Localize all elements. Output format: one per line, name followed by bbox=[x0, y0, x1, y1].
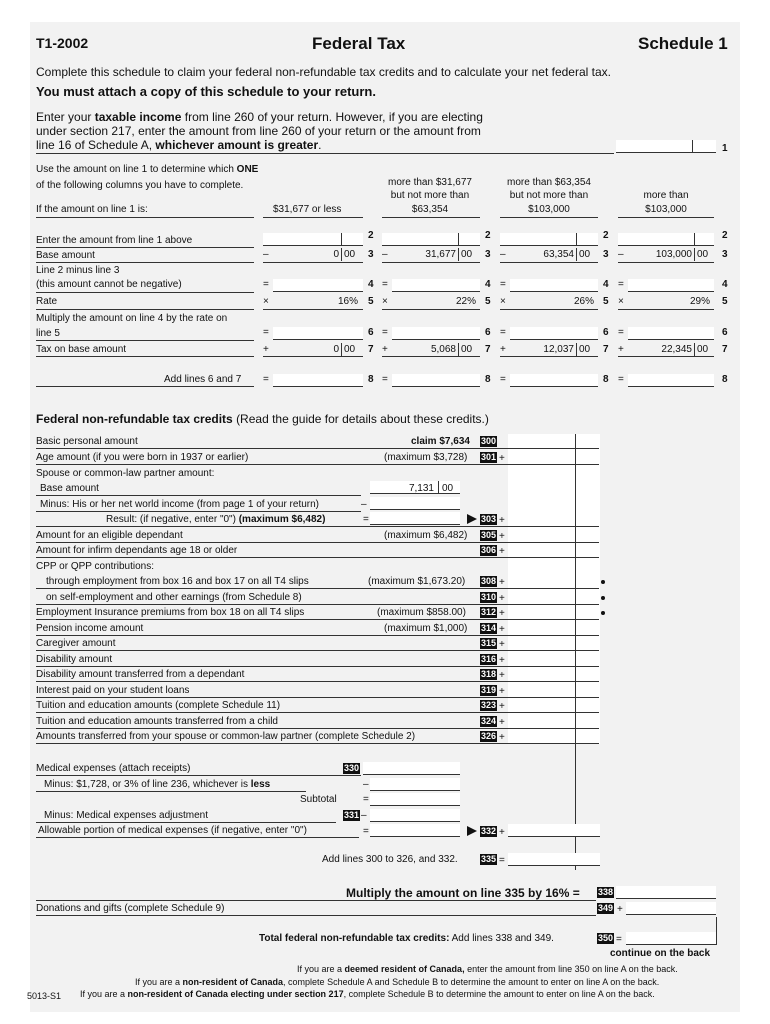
plus-sign: + bbox=[499, 655, 505, 666]
infirm-dependants-label: Amount for infirm dependants age 18 or older bbox=[36, 545, 238, 556]
allowable-medical-field[interactable] bbox=[370, 824, 460, 837]
col2-equals: = bbox=[382, 327, 388, 338]
cents-divider bbox=[341, 343, 342, 356]
divider bbox=[36, 712, 599, 713]
col1-line2-field[interactable] bbox=[263, 233, 363, 246]
col4-line2-field[interactable] bbox=[618, 233, 714, 246]
divider bbox=[263, 309, 363, 310]
col2-tax-base: 5,068 bbox=[430, 344, 456, 355]
divider bbox=[36, 557, 599, 558]
divider bbox=[382, 262, 480, 263]
plus-sign: + bbox=[499, 608, 505, 619]
plus-sign: + bbox=[617, 904, 623, 915]
col4-tax-base-cents: 00 bbox=[697, 344, 709, 355]
spouse-result-field[interactable] bbox=[370, 512, 460, 525]
col4-tax-base: 22,345 bbox=[661, 344, 692, 355]
col4-equals: = bbox=[618, 279, 624, 290]
cents-divider bbox=[694, 233, 695, 246]
divider bbox=[618, 356, 714, 357]
code-331: 331 bbox=[344, 810, 360, 820]
plus-sign: + bbox=[499, 670, 505, 681]
eligible-dependant-max: (maximum $6,482) bbox=[384, 530, 468, 541]
col2-plus: + bbox=[382, 344, 388, 355]
equals-sign: = bbox=[499, 855, 505, 866]
if-amount-label: If the amount on line 1 is: bbox=[36, 204, 148, 215]
col4-line-no-7: 7 bbox=[722, 344, 728, 355]
col2-rate: 22% bbox=[455, 296, 476, 307]
taxable-line-1: Enter your taxable income from line 260 of your return. However, if you are electing bbox=[36, 110, 483, 124]
bullet-icon bbox=[601, 596, 605, 600]
donations-label: Donations and gifts (complete Schedule 9) bbox=[36, 903, 225, 914]
divider bbox=[36, 775, 361, 776]
col3-line-no-5: 5 bbox=[603, 296, 609, 307]
spouse-base-label: Base amount bbox=[40, 483, 99, 494]
divider bbox=[36, 262, 254, 263]
divider bbox=[500, 309, 598, 310]
col1-equals: = bbox=[263, 374, 269, 385]
divider bbox=[618, 217, 714, 218]
bullet-icon bbox=[601, 611, 605, 615]
line-350-field[interactable] bbox=[626, 932, 716, 945]
taxable-line-2: under section 217, enter the amount from line 260 of your return or the amount from bbox=[36, 124, 481, 138]
code-323: 323 bbox=[481, 700, 497, 710]
col2-base-amount: 31,677 bbox=[425, 249, 456, 260]
col1-tax-base: 0 bbox=[333, 344, 339, 355]
col2-line-no-7: 7 bbox=[485, 344, 491, 355]
divider bbox=[36, 340, 254, 341]
tuition-label: Tuition and education amounts (complete Schedule 11) bbox=[36, 700, 281, 711]
code-349: 349 bbox=[598, 903, 614, 913]
minus-sign: – bbox=[361, 810, 367, 821]
col4-minus-sign: – bbox=[618, 249, 624, 260]
divider bbox=[36, 681, 599, 682]
minus-sign: – bbox=[361, 499, 367, 510]
col2-line-no-8: 8 bbox=[485, 374, 491, 385]
disability-dependant-label: Disability amount transferred from a dependant bbox=[36, 669, 245, 680]
plus-sign: + bbox=[499, 593, 505, 604]
divider bbox=[36, 464, 599, 465]
column-1-header: $31,677 or less bbox=[273, 204, 342, 215]
col1-line-no-2: 2 bbox=[368, 230, 374, 241]
divider bbox=[36, 666, 599, 667]
medical-threshold-field[interactable] bbox=[370, 778, 460, 791]
divider bbox=[36, 526, 599, 527]
plus-sign: + bbox=[499, 686, 505, 697]
col1-times: × bbox=[263, 296, 269, 307]
col2-line8-field[interactable] bbox=[392, 374, 480, 387]
col4-times: × bbox=[618, 296, 624, 307]
box-divider bbox=[716, 917, 717, 945]
col1-minus-sign: – bbox=[263, 249, 269, 260]
interest-label: Interest paid on your student loans bbox=[36, 685, 190, 696]
col2-line4-field[interactable] bbox=[392, 279, 480, 292]
divider bbox=[36, 822, 336, 823]
col3-base-amount: 63,354 bbox=[543, 249, 574, 260]
col2-equals: = bbox=[382, 374, 388, 385]
line2-minus-label: Line 2 minus line 3 bbox=[36, 265, 120, 276]
line-338-field[interactable] bbox=[616, 886, 716, 899]
col1-line-no-7: 7 bbox=[368, 344, 374, 355]
page-title: Federal Tax bbox=[312, 34, 406, 53]
schedule-page bbox=[30, 22, 740, 1012]
col3-line4-field[interactable] bbox=[510, 279, 598, 292]
attach-notice: You must attach a copy of this schedule to your return. bbox=[36, 84, 376, 99]
code-335: 335 bbox=[481, 854, 497, 864]
col2-line-no-2: 2 bbox=[485, 230, 491, 241]
col1-line6-field[interactable] bbox=[273, 327, 363, 340]
cpp-self-label: on self-employment and other earnings (from Schedule 8) bbox=[46, 592, 302, 603]
divider bbox=[36, 915, 596, 916]
col3-rate: 26% bbox=[573, 296, 594, 307]
plus-sign: + bbox=[499, 577, 505, 588]
divider bbox=[36, 247, 254, 248]
age-max: (maximum $3,728) bbox=[384, 452, 468, 463]
column-2-header-2: but not more than bbox=[390, 190, 470, 201]
col2-minus-sign: – bbox=[382, 249, 388, 260]
add-lines-6-7-label: Add lines 6 and 7 bbox=[164, 374, 242, 385]
cents-divider bbox=[341, 233, 342, 246]
divider bbox=[36, 697, 599, 698]
divider bbox=[36, 386, 254, 387]
column-4-header-1: more than bbox=[643, 190, 689, 201]
col3-times: × bbox=[500, 296, 506, 307]
pension-max: (maximum $1,000) bbox=[384, 623, 468, 634]
divider bbox=[36, 217, 254, 218]
age-amount-label: Age amount (if you were born in 1937 or earlier) bbox=[36, 452, 249, 463]
divider bbox=[500, 356, 598, 357]
plus-sign: + bbox=[499, 515, 505, 526]
column-4-header-2: $103,000 bbox=[645, 204, 687, 215]
ei-label: Employment Insurance premiums from box 18 on all T4 slips bbox=[36, 607, 305, 618]
cents-divider bbox=[694, 248, 695, 261]
col4-line4-field[interactable] bbox=[628, 279, 714, 292]
plus-sign: + bbox=[499, 453, 505, 464]
rate-label: Rate bbox=[36, 296, 58, 307]
use-amount-text-2: of the following columns you have to complete. bbox=[36, 180, 244, 191]
use-amount-text: Use the amount on line 1 to determine which ONE bbox=[36, 164, 259, 175]
code-338: 338 bbox=[598, 887, 614, 897]
code-314: 314 bbox=[481, 623, 497, 633]
code-308: 308 bbox=[481, 576, 497, 586]
divider bbox=[36, 635, 599, 636]
col2-line-no-3: 3 bbox=[485, 249, 491, 260]
col1-plus: + bbox=[263, 344, 269, 355]
divider bbox=[500, 217, 598, 218]
divider bbox=[36, 448, 599, 449]
cents-divider bbox=[694, 343, 695, 356]
continue-on-back: continue on the back bbox=[610, 948, 711, 959]
col1-line-no-3: 3 bbox=[368, 249, 374, 260]
divider bbox=[382, 217, 480, 218]
plus-sign: + bbox=[499, 732, 505, 743]
col4-line-no-6: 6 bbox=[722, 327, 728, 338]
code-305: 305 bbox=[481, 530, 497, 540]
divider bbox=[36, 153, 614, 154]
cpp-t4-max: (maximum $1,673.20) bbox=[368, 576, 466, 587]
cpp-label: CPP or QPP contributions: bbox=[36, 561, 155, 572]
col4-line-no-4: 4 bbox=[722, 279, 728, 290]
taxable-line-3: line 16 of Schedule A, whichever amount is greater. bbox=[36, 138, 322, 152]
medical-adjustment-field[interactable] bbox=[370, 809, 460, 822]
col4-base-amount: 103,000 bbox=[655, 249, 692, 260]
col1-line8-field[interactable] bbox=[273, 374, 363, 387]
cents-divider bbox=[458, 248, 459, 261]
code-301: 301 bbox=[481, 452, 497, 462]
tuition-child-label: Tuition and education amounts transferred from a child bbox=[36, 716, 278, 727]
divider bbox=[36, 728, 599, 729]
code-326: 326 bbox=[481, 731, 497, 741]
col3-minus-sign: – bbox=[500, 249, 506, 260]
cents-divider bbox=[576, 233, 577, 246]
col2-tax-base-cents: 00 bbox=[461, 344, 473, 355]
divider bbox=[618, 262, 714, 263]
cents-divider bbox=[576, 248, 577, 261]
equals-sign: = bbox=[363, 514, 369, 525]
col1-line-no-5: 5 bbox=[368, 296, 374, 307]
add-lines-label: Add lines 300 to 326, and 332. bbox=[322, 854, 458, 865]
enter-amount-label: Enter the amount from line 1 above bbox=[36, 235, 193, 246]
multiply-label-2: line 5 bbox=[36, 328, 60, 339]
col2-base-cents: 00 bbox=[461, 249, 473, 260]
cents-divider bbox=[438, 481, 439, 494]
code-316: 316 bbox=[481, 654, 497, 664]
allowable-medical-label: Allowable portion of medical expenses (if negative, enter "0") bbox=[38, 825, 307, 836]
cents-divider bbox=[458, 343, 459, 356]
divider bbox=[36, 495, 361, 496]
form-id: T1-2002 bbox=[36, 35, 89, 51]
cents-divider bbox=[576, 343, 577, 356]
schedule-number: Schedule 1 bbox=[638, 34, 728, 53]
col1-line4-field[interactable] bbox=[273, 279, 363, 292]
col3-base-cents: 00 bbox=[579, 249, 591, 260]
spouse-base-cents: 00 bbox=[442, 483, 454, 494]
col1-base-amount: 0 bbox=[333, 249, 339, 260]
col4-line-no-5: 5 bbox=[722, 296, 728, 307]
divider bbox=[500, 262, 598, 263]
caregiver-label: Caregiver amount bbox=[36, 638, 116, 649]
transferred-label: Amounts transferred from your spouse or common-law partner (complete Schedule 2) bbox=[36, 731, 416, 742]
code-324: 324 bbox=[481, 716, 497, 726]
col1-base-cents: 00 bbox=[344, 249, 356, 260]
tax-on-base-label: Tax on base amount bbox=[36, 344, 127, 355]
col3-equals: = bbox=[500, 327, 506, 338]
basic-claim-amount: claim $7,634 bbox=[411, 436, 470, 447]
subtotal-label: Subtotal bbox=[300, 794, 337, 805]
col4-line6-field[interactable] bbox=[628, 327, 714, 340]
column-2-header-3: $63,354 bbox=[411, 204, 449, 215]
col4-line-no-2: 2 bbox=[722, 230, 728, 241]
code-303: 303 bbox=[481, 514, 497, 524]
col2-line6-field[interactable] bbox=[392, 327, 480, 340]
line-1-field[interactable] bbox=[616, 140, 716, 153]
divider bbox=[36, 511, 361, 512]
basic-personal-label: Basic personal amount bbox=[36, 436, 138, 447]
divider bbox=[382, 309, 480, 310]
col4-plus: + bbox=[618, 344, 624, 355]
arrow-right-icon bbox=[467, 514, 477, 524]
divider bbox=[382, 356, 480, 357]
code-318: 318 bbox=[481, 669, 497, 679]
multiply-label-1: Multiply the amount on line 4 by the rate on bbox=[36, 313, 228, 324]
col1-line-no-4: 4 bbox=[368, 279, 374, 290]
divider bbox=[263, 217, 363, 218]
col2-line-no-6: 6 bbox=[485, 327, 491, 338]
cents-divider bbox=[341, 248, 342, 261]
divider bbox=[618, 309, 714, 310]
col3-equals: = bbox=[500, 279, 506, 290]
plus-sign: + bbox=[499, 717, 505, 728]
medical-expenses-label: Medical expenses (attach receipts) bbox=[36, 763, 191, 774]
col3-line-no-4: 4 bbox=[603, 279, 609, 290]
bullet-icon bbox=[601, 580, 605, 584]
divider bbox=[36, 356, 254, 357]
plus-sign: + bbox=[499, 827, 505, 838]
divider bbox=[36, 542, 599, 543]
code-315: 315 bbox=[481, 638, 497, 648]
line-349-field[interactable] bbox=[626, 902, 716, 915]
spouse-base-value: 7,131 bbox=[408, 483, 434, 494]
col1-rate: 16% bbox=[337, 296, 358, 307]
col3-line2-field[interactable] bbox=[500, 233, 598, 246]
medical-adjustment-label: Minus: Medical expenses adjustment bbox=[44, 810, 208, 821]
disability-label: Disability amount bbox=[36, 654, 113, 665]
plus-sign: + bbox=[499, 546, 505, 557]
col4-base-cents: 00 bbox=[697, 249, 709, 260]
code-310: 310 bbox=[481, 592, 497, 602]
divider bbox=[36, 619, 599, 620]
divider bbox=[36, 604, 599, 605]
col2-equals: = bbox=[382, 279, 388, 290]
col2-line-no-4: 4 bbox=[485, 279, 491, 290]
spouse-result-label: Result: (if negative, enter "0") (maximum $6,482) bbox=[106, 514, 326, 525]
plus-sign: + bbox=[499, 624, 505, 635]
column-3-header-3: $103,000 bbox=[528, 204, 570, 215]
footer-note-2: If you are a non-resident of Canada, complete Schedule A and Schedule B to determine the amount to enter on line A on the back. bbox=[135, 977, 660, 987]
col3-equals: = bbox=[500, 374, 506, 385]
divider bbox=[263, 262, 363, 263]
divider bbox=[36, 309, 254, 310]
col3-line-no-3: 3 bbox=[603, 249, 609, 260]
line-number-1: 1 bbox=[722, 143, 728, 154]
plus-sign: + bbox=[499, 639, 505, 650]
col1-tax-base-cents: 00 bbox=[344, 344, 356, 355]
col1-line-no-8: 8 bbox=[368, 374, 374, 385]
divider bbox=[36, 837, 359, 838]
col3-tax-base: 12,037 bbox=[543, 344, 574, 355]
spouse-income-field[interactable] bbox=[370, 497, 460, 510]
cents-divider bbox=[458, 233, 459, 246]
col2-line-no-5: 5 bbox=[485, 296, 491, 307]
col1-equals: = bbox=[263, 279, 269, 290]
code-330: 330 bbox=[344, 763, 360, 773]
col2-line2-field[interactable] bbox=[382, 233, 480, 246]
col3-line-no-8: 8 bbox=[603, 374, 609, 385]
eligible-dependant-label: Amount for an eligible dependant bbox=[36, 530, 183, 541]
code-312: 312 bbox=[481, 607, 497, 617]
line-335-field[interactable] bbox=[508, 853, 600, 866]
cpp-t4-label: through employment from box 16 and box 17 on all T4 slips bbox=[46, 576, 309, 587]
code-306: 306 bbox=[481, 545, 497, 555]
equals-sign: = bbox=[363, 794, 369, 805]
medical-subtotal-field[interactable] bbox=[370, 793, 460, 806]
plus-sign: + bbox=[499, 531, 505, 542]
credits-column-line bbox=[575, 434, 576, 870]
col4-line8-field[interactable] bbox=[628, 374, 714, 387]
divider bbox=[36, 743, 599, 744]
col3-line6-field[interactable] bbox=[510, 327, 598, 340]
column-3-header-1: more than $63,354 bbox=[507, 177, 591, 188]
intro-text: Complete this schedule to claim your federal non-refundable tax credits and to calculate your net federal tax. bbox=[36, 65, 611, 79]
arrow-right-icon bbox=[467, 826, 477, 836]
divider bbox=[263, 356, 363, 357]
code-332: 332 bbox=[481, 826, 497, 836]
cents-divider bbox=[692, 140, 693, 153]
column-3-header-2: but not more than bbox=[509, 190, 589, 201]
medical-minus-label: Minus: $1,728, or 3% of line 236, whichever is less bbox=[44, 779, 271, 790]
col2-times: × bbox=[382, 296, 388, 307]
divider bbox=[36, 292, 254, 293]
equals-sign: = bbox=[363, 826, 369, 837]
col4-line-no-3: 3 bbox=[722, 249, 728, 260]
total-credits-label: Total federal non-refundable tax credits: Add lines 338 and 349. bbox=[259, 933, 554, 944]
divider bbox=[36, 900, 596, 901]
col3-line8-field[interactable] bbox=[510, 374, 598, 387]
divider bbox=[36, 791, 306, 792]
line-332-field[interactable] bbox=[508, 824, 600, 837]
column-2-header-1: more than $31,677 bbox=[388, 177, 472, 188]
code-350: 350 bbox=[598, 933, 614, 943]
credits-heading: Federal non-refundable tax credits (Read the guide for details about these credits.) bbox=[36, 412, 489, 426]
col4-equals: = bbox=[618, 374, 624, 385]
footer-note-3: If you are a non-resident of Canada electing under section 217, complete Schedule B to determine the amount to enter on line A on the back. bbox=[80, 989, 655, 999]
divider bbox=[36, 650, 599, 651]
col3-line-no-2: 2 bbox=[603, 230, 609, 241]
multiply-335-label: Multiply the amount on line 335 by 16% = bbox=[346, 886, 580, 900]
plus-sign: + bbox=[499, 701, 505, 712]
col1-line-no-6: 6 bbox=[368, 327, 374, 338]
col1-equals: = bbox=[263, 327, 269, 338]
col4-equals: = bbox=[618, 327, 624, 338]
ei-max: (maximum $858.00) bbox=[377, 607, 466, 618]
base-amount-label: Base amount bbox=[36, 250, 95, 261]
footer-note-1: If you are a deemed resident of Canada, enter the amount from line 350 on line A on the back. bbox=[297, 964, 678, 974]
minus-sign: – bbox=[363, 779, 369, 790]
divider bbox=[36, 588, 599, 589]
col4-line-no-8: 8 bbox=[722, 374, 728, 385]
not-negative-label: (this amount cannot be negative) bbox=[36, 279, 182, 290]
code-300: 300 bbox=[481, 436, 497, 446]
col3-plus: + bbox=[500, 344, 506, 355]
col3-line-no-6: 6 bbox=[603, 327, 609, 338]
medical-expenses-field[interactable] bbox=[363, 762, 460, 775]
col3-line-no-7: 7 bbox=[603, 344, 609, 355]
equals-sign: = bbox=[616, 934, 622, 945]
pension-label: Pension income amount bbox=[36, 623, 144, 634]
spouse-label: Spouse or common-law partner amount: bbox=[36, 468, 215, 479]
col3-tax-base-cents: 00 bbox=[579, 344, 591, 355]
col4-rate: 29% bbox=[689, 296, 710, 307]
code-319: 319 bbox=[481, 685, 497, 695]
spouse-minus-label: Minus: His or her net world income (from page 1 of your return) bbox=[40, 499, 319, 510]
form-code: 5013-S1 bbox=[27, 991, 62, 1001]
